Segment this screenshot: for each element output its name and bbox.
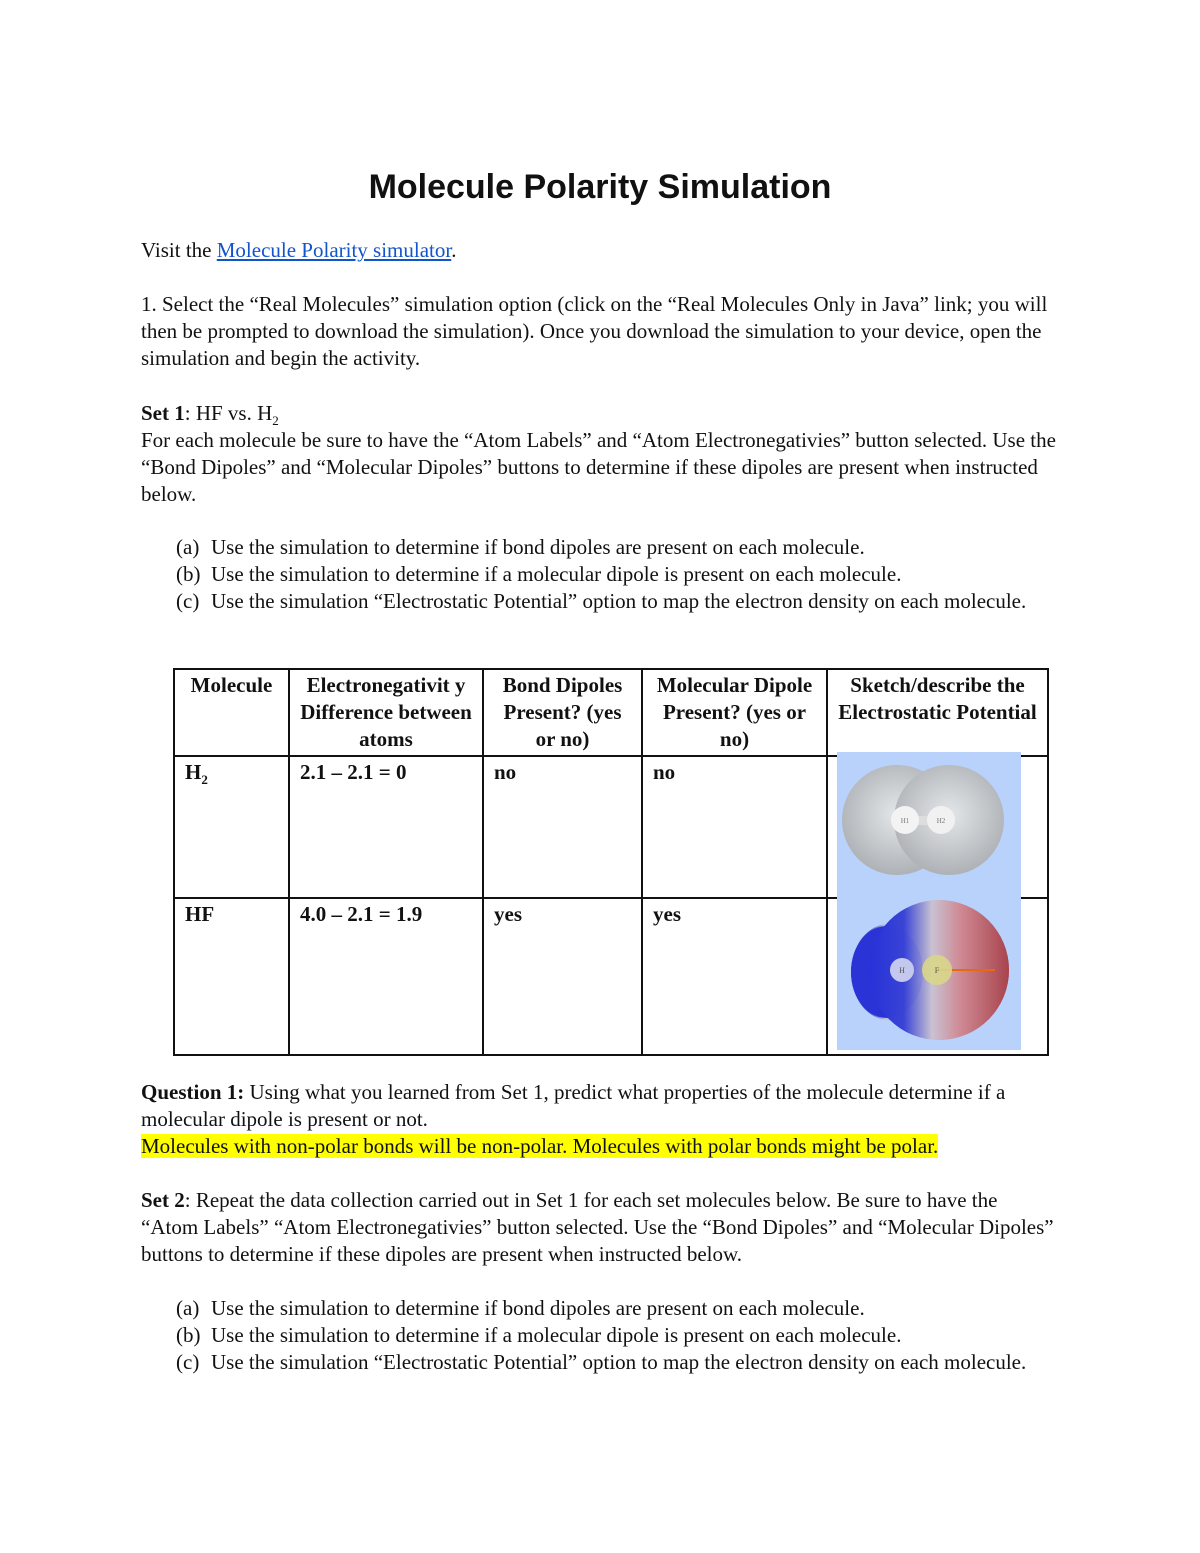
item-text: Use the simulation to determine if bond dipoles are present on each molecule. [211, 1296, 865, 1320]
molecule-models-svg [837, 752, 1021, 1050]
set1-list [141, 534, 1056, 615]
set2-list [141, 1295, 1056, 1376]
set2-text: : Repeat the data collection carried out in Set 1 for each set molecules below. Be sure to have the “Atom Labels” “Atom Electronegativies” button selected. Use the “Bond Dipoles” and “Molecular Dipoles” buttons to determine if these dipoles are present when instructed below. [141, 1188, 1054, 1266]
list-item [141, 1322, 1056, 1349]
simulator-link[interactable]: Molecule Polarity simulator [216, 238, 452, 262]
item-label: (c) [176, 589, 200, 613]
cell-bond: yes [483, 898, 642, 1055]
cell-molecule [174, 898, 289, 1055]
question1-label: Question 1: [141, 1080, 245, 1104]
cell-en: 4.0 – 2.1 = 1.9 [289, 898, 483, 1055]
item-text: Use the simulation to determine if a molecular dipole is present on each molecule. [211, 562, 902, 586]
item-text: Use the simulation to determine if bond dipoles are present on each molecule. [211, 535, 865, 559]
list-item [141, 561, 1056, 588]
item-label: (a) [176, 1296, 200, 1320]
visit-prefix: Visit the [141, 238, 217, 262]
atom-label-h2: H2 [936, 817, 946, 825]
set1-label: Set 1 [141, 401, 185, 425]
list-item [141, 534, 1056, 561]
list-item [141, 1349, 1056, 1376]
page-title: Molecule Polarity Simulation [368, 168, 832, 206]
hf-molecule [851, 900, 1009, 1040]
question1-answer [141, 1133, 1056, 1160]
molecule-name: HF [185, 902, 215, 926]
cell-bond: no [483, 756, 642, 898]
atom-label-f: F [934, 966, 940, 975]
electrostatic-potential-image [837, 752, 1021, 1050]
table-header-row [174, 669, 1048, 756]
item-label: (a) [176, 535, 200, 559]
header-molecule: Molecule [174, 669, 289, 756]
atom-label-h: H [899, 966, 905, 975]
set2-paragraph [141, 1187, 1056, 1268]
item-label: (c) [176, 1350, 200, 1374]
set2-label: Set 2 [141, 1188, 185, 1212]
header-electrostatic: Sketch/describe the Electrostatic Potential [827, 669, 1048, 756]
h2-molecule [842, 765, 1004, 875]
item-label: (b) [176, 1323, 201, 1347]
visit-suffix: . [451, 238, 457, 262]
cell-molecule [174, 756, 289, 898]
cell-en: 2.1 – 2.1 = 0 [289, 756, 483, 898]
subscript: 2 [201, 772, 208, 788]
header-en-difference: Electronegativit y Difference between atoms [289, 669, 483, 756]
subscript: 2 [272, 413, 279, 429]
molecule-name: H [185, 760, 202, 784]
set1-instructions: For each molecule be sure to have the “Atom Labels” and “Atom Electronegativies” button selected. Use the “Bond Dipoles” and “Molecular Dipoles” buttons to determine if these dipoles are present when instructed below. [141, 428, 1056, 506]
list-item [141, 588, 1056, 615]
item-text: Use the simulation “Electrostatic Potential” option to map the electron density on each molecule. [211, 1350, 1027, 1374]
list-item [141, 1295, 1056, 1322]
cell-mol: no [642, 756, 827, 898]
header-bond-dipoles: Bond Dipoles Present? (yes or no) [483, 669, 642, 756]
highlighted-answer: Molecules with non-polar bonds will be non-polar. Molecules with polar bonds might be polar. [141, 1134, 939, 1158]
item-text: Use the simulation to determine if a molecular dipole is present on each molecule. [211, 1323, 902, 1347]
set1-heading-text: : HF vs. H [184, 401, 273, 425]
cell-mol: yes [642, 898, 827, 1055]
item-label: (b) [176, 562, 201, 586]
atom-label-h1: H1 [900, 817, 910, 825]
question-1 [141, 1079, 1056, 1133]
visit-line [141, 237, 1056, 264]
step-1: 1. Select the “Real Molecules” simulation option (click on the “Real Molecules Only in Java” link; you will then be prompted to download the simulation). Once you download the simulation to your device, open the simulation and begin the activity. [141, 292, 1048, 370]
item-text: Use the simulation “Electrostatic Potential” option to map the electron density on each molecule. [211, 589, 1027, 613]
header-molecular-dipole: Molecular Dipole Present? (yes or no) [642, 669, 827, 756]
question1-text: Using what you learned from Set 1, predict what properties of the molecule determine if a molecular dipole is present or not. [141, 1080, 1006, 1131]
